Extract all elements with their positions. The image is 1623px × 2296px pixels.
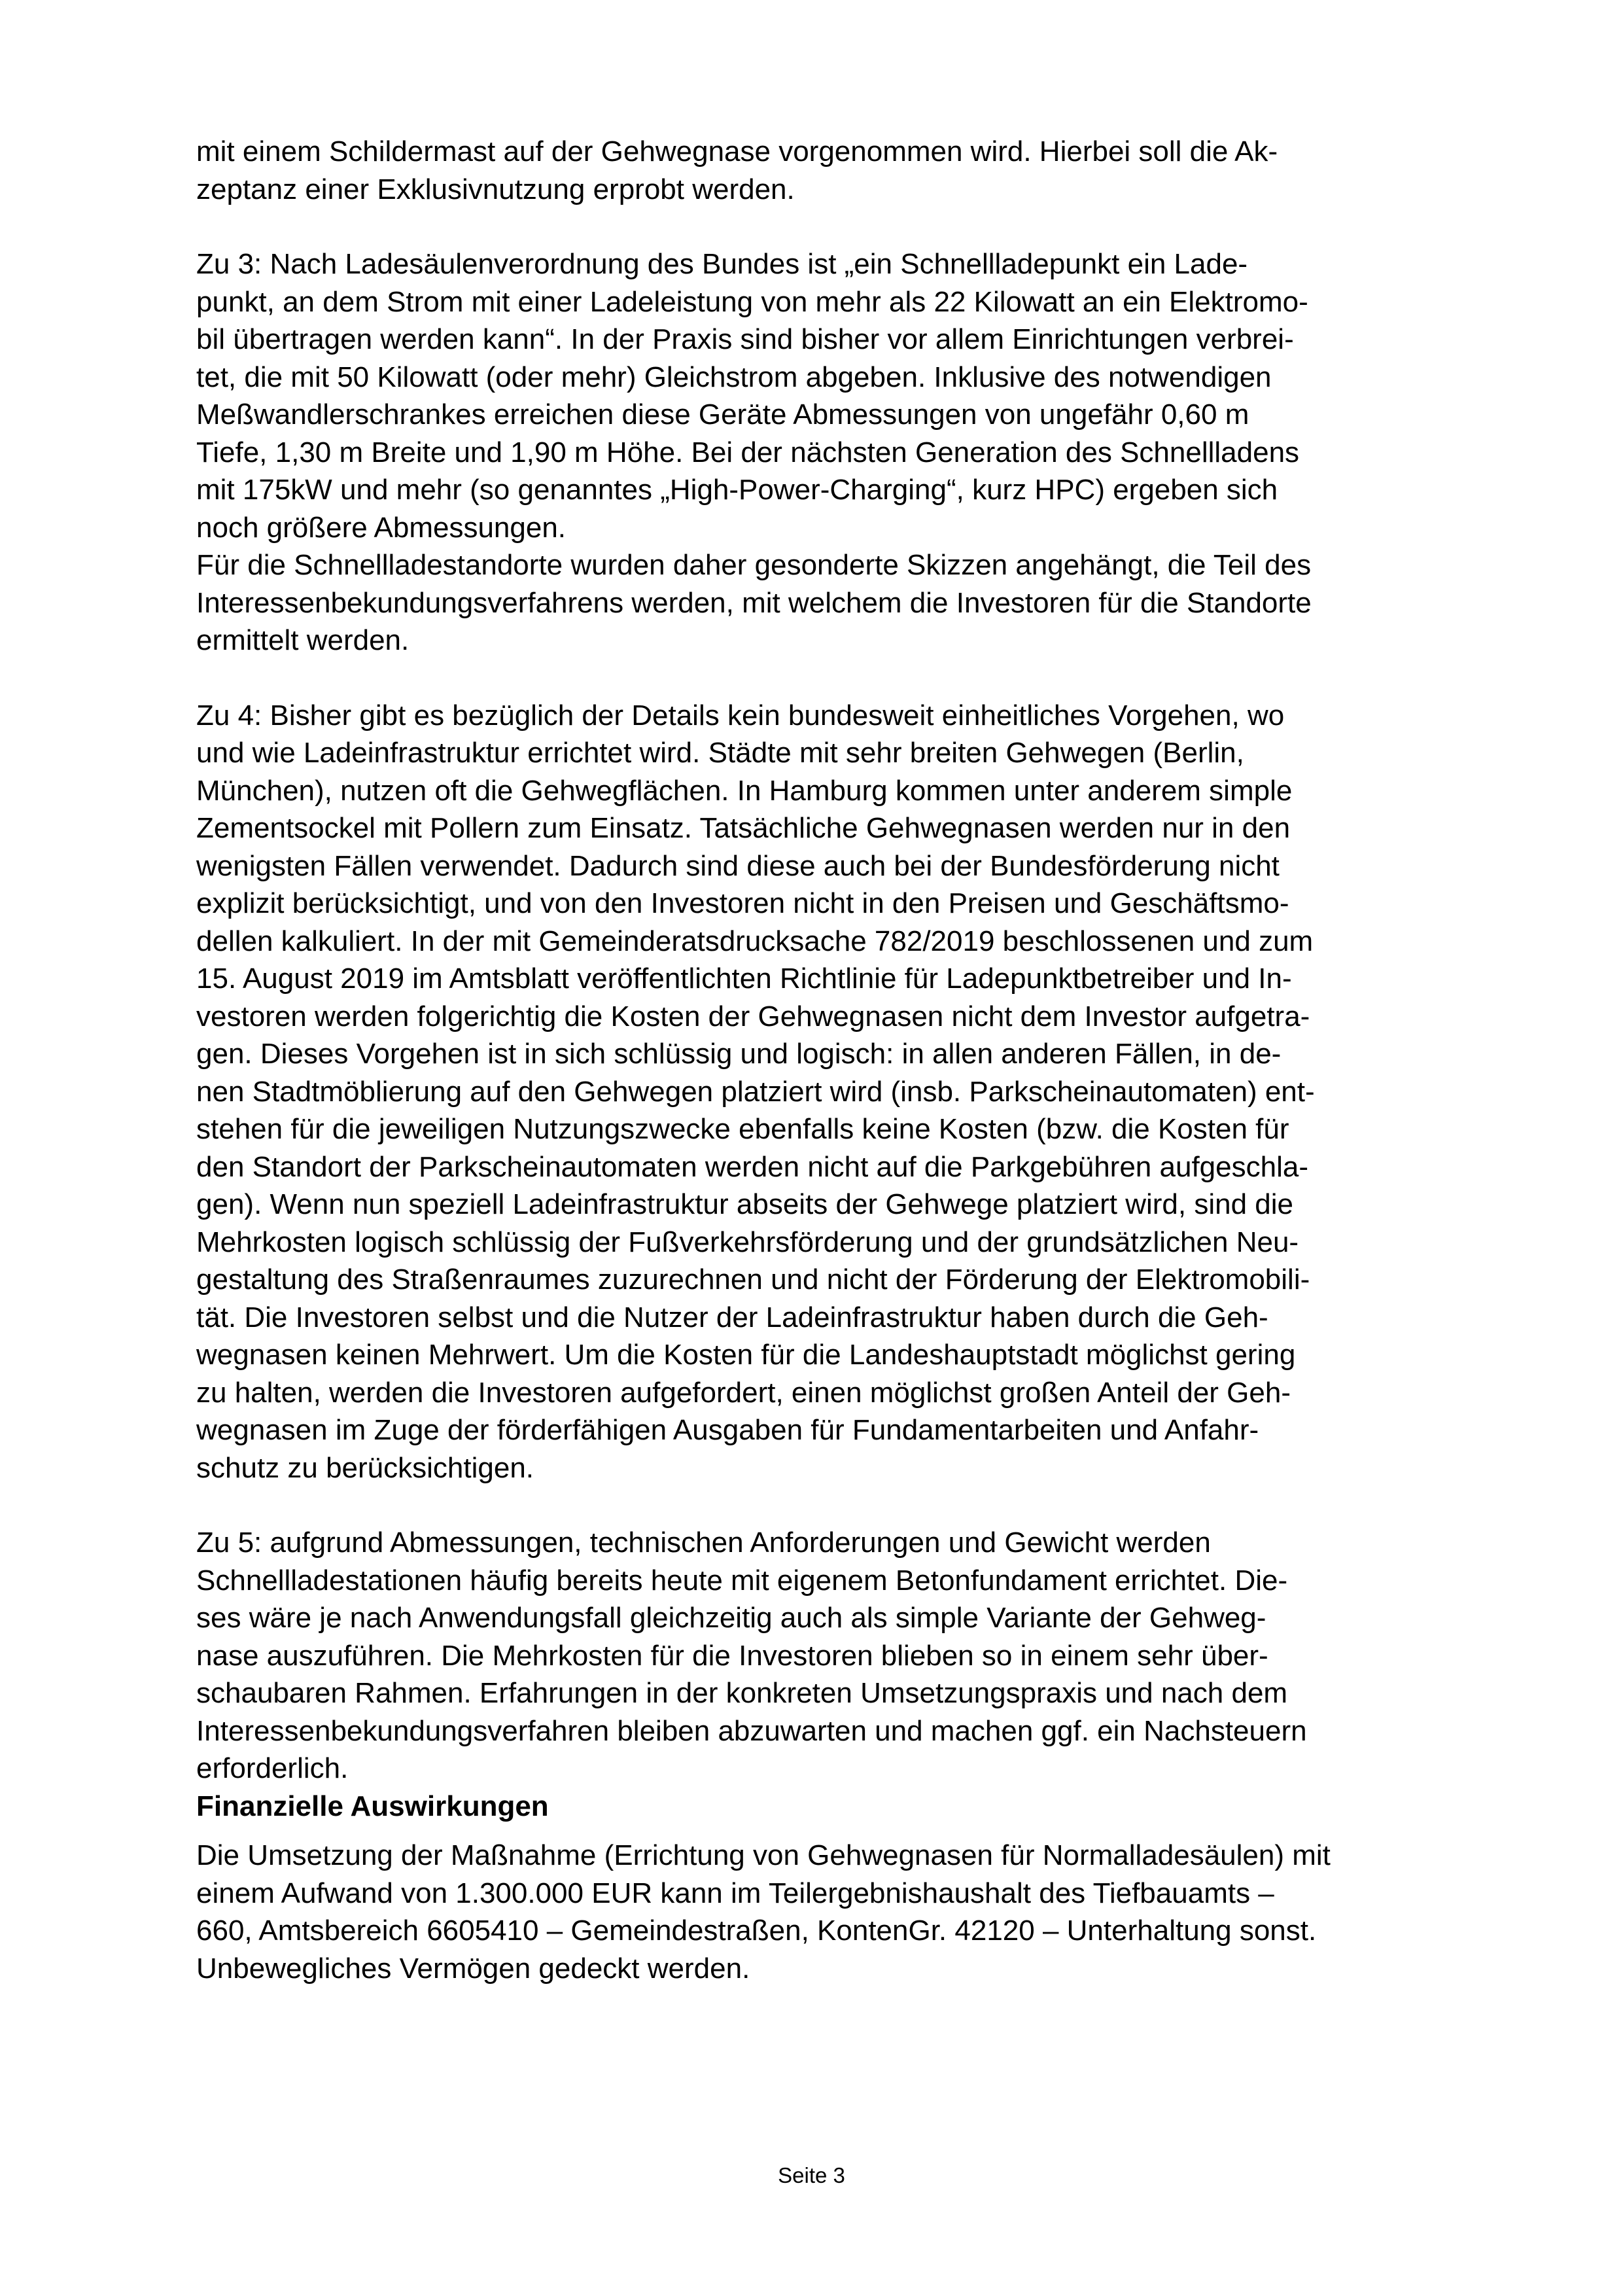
- paragraph-zu-5: Zu 5: aufgrund Abmessungen, technischen Anforderungen und Gewicht werden Schnellladestationen häufig bereits heute mit eigenem Betonfundament errichtet. Die- ses wäre je nach Anwendungsfall gleichzeitig auch als simple Variante der Gehweg- nase auszuführen. Die Mehrkosten für die Investoren blieben so in einem sehr über- schaubaren Rahmen. Erfahrungen in der konkreten Umsetzungspraxis und nach dem Interessenbekundungsverfahren bleiben abzuwarten und machen ggf. ein Nachsteuern erforderlich.: [196, 1527, 1307, 1784]
- paragraph-zu-3: Zu 3: Nach Ladesäulenverordnung des Bundes ist „ein Schnellladepunkt ein Lade- punkt, an dem Strom mit einer Ladeleistung von mehr als 22 Kilowatt an ein Elektromo- bil übertragen werden kann“. In der Praxis sind bisher vor allem Einrichtungen verbrei- tet, die mit 50 Kilowatt (oder mehr) Gleichstrom abgeben. Inklusive des notwendigen Meßwandlerschrankes erreichen diese Geräte Abmessungen von ungefähr 0,60 m Tiefe, 1,30 m Breite und 1,90 m Höhe. Bei der nächsten Generation des Schnellladens mit 175kW und mehr (so genanntes „High-Power-Charging“, kurz HPC) ergeben sich noch größere Abmessungen. Für die Schnellladestandorte wurden daher gesonderte Skizzen angehängt, die Teil des Interessenbekundungsverfahrens werden, mit welchem die Investoren für die Standorte ermittelt werden.: [196, 248, 1312, 656]
- paragraph-intro: mit einem Schildermast auf der Gehwegnase vorgenommen wird. Hierbei soll die Ak- zeptanz einer Exklusivnutzung erprobt werden.: [196, 135, 1278, 205]
- paragraph-finance: Die Umsetzung der Maßnahme (Errichtung von Gehwegnasen für Normalladesäulen) mit einem Aufwand von 1.300.000 EUR kann im Teilergebnishaushalt des Tiefbauamts – 660, Amtsbereich 6605410 – Gemeindestraßen, KontenGr. 42120 – Unterhaltung sonst. Unbewegliches Vermögen gedeckt werden.: [196, 1839, 1331, 1985]
- page-number: Seite 3: [778, 2163, 845, 2187]
- section-heading-finance: Finanzielle Auswirkungen: [196, 1790, 549, 1822]
- paragraph-zu-4: Zu 4: Bisher gibt es bezüglich der Details kein bundesweit einheitliches Vorgehen, wo und wie Ladeinfrastruktur errichtet wird. Städte mit sehr breiten Gehwegen (Berlin, München), nutzen oft die Gehwegflächen. In Hamburg kommen unter anderem simple Zementsockel mit Pollern zum Einsatz. Tatsächliche Gehwegnasen werden nur in den wenigsten Fällen verwendet. Dadurch sind diese auch bei der Bundesförderung nicht explizit berücksichtigt, und von den Investoren nicht in den Preisen und Geschäftsmo- dellen kalkuliert. In der mit Gemeinderatsdrucksache 782/2019 beschlossenen und zum 15. August 2019 im Amtsblatt veröffentlichten Richtlinie für Ladepunktbetreiber und In- vestoren werden folgerichtig die Kosten der Gehwegnasen nicht dem Investor aufgetra- gen. Dieses Vorgehen ist in sich schlüssig und logisch: in allen anderen Fällen, in de- nen Stadtmöblierung auf den Gehwegen platziert wird (insb. Parkscheinautomaten) ent- stehen für die jeweiligen Nutzungszwecke ebenfalls keine Kosten (bzw. die Kosten für den Standort der Parkscheinautomaten werden nicht auf die Parkgebühren aufgeschla- gen). Wenn nun speziell Ladeinfrastruktur abseits der Gehwege platziert wird, sind die Mehrkosten logisch schlüssig der Fußverkehrsförderung und der grundsätzlichen Neu- gestaltung des Straßenraumes zuzurechnen und nicht der Förderung der Elektromobili- tät. Die Investoren selbst und die Nutzer der Ladeinfrastruktur haben durch die Geh- wegnasen keinen Mehrwert. Um die Kosten für die Landeshauptstadt möglichst gering zu halten, werden die Investoren aufgefordert, einen möglichst großen Anteil der Geh- wegnasen im Zuge der förderfähigen Ausgaben für Fundamentarbeiten und Anfahr- schutz zu berücksichtigen.: [196, 699, 1315, 1484]
- document-body: [196, 133, 1478, 1987]
